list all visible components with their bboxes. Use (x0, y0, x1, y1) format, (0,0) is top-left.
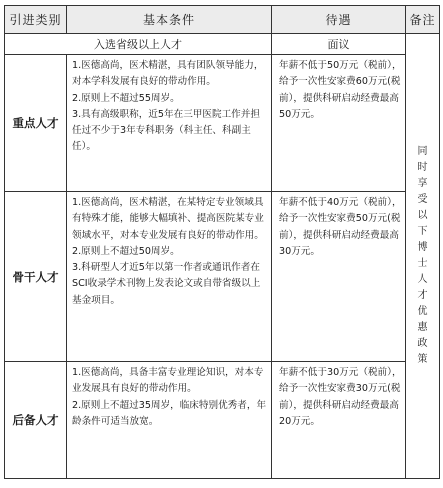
condition-item: 2.原则上不超过50周岁。 (72, 245, 180, 257)
condition-item: 1.医德高尚，医术精湛，具有团队领导能力，对本学科发展有良好的带动作用。 (72, 60, 264, 88)
treatment-cell: 年薪不低于40万元（税前），给予一次性安家费50万元(税前），提供科研启动经费最高30万元。 (272, 192, 406, 362)
table-row (5, 55, 440, 192)
header-row (5, 6, 440, 34)
condition-item: 1.医德高尚，医术精湛，在某特定专业领域具有特殊才能，能够大幅填补、提高医院某专业领域水平，对本专业发展有良好的带动作用。 (72, 197, 264, 241)
talent-policy-table (4, 5, 440, 479)
condition-item: 3.科研型人才近5年以第一作者或通讯作者在SCI收录学术刊物上发表论文或自带省级以上基金项目。 (72, 262, 261, 306)
provincial-row (5, 34, 440, 55)
category-reserve-talent: 后备人才 (5, 362, 67, 479)
table-row (5, 192, 440, 362)
remark-text: 同时享受以下博士人才优惠政策 (417, 146, 428, 365)
conditions-cell (67, 362, 272, 479)
condition-item: 2.原则上不超过55周岁。 (72, 92, 180, 104)
condition-item: 3.具有高级职称，近5年在三甲医院工作并担任过不少于3年专科职务（科主任、科副主任）。 (72, 108, 260, 153)
header-treatment: 待遇 (272, 6, 406, 34)
header-conditions: 基本条件 (67, 6, 272, 34)
provincial-treatment: 面议 (272, 34, 406, 55)
header-category: 引进类别 (5, 6, 67, 34)
category-key-talent: 重点人才 (5, 55, 67, 192)
treatment-cell: 年薪不低于30万元（税前），给予一次性安家费30万元(税前），提供科研启动经费最高20万元。 (272, 362, 406, 479)
conditions-cell (67, 55, 272, 192)
category-backbone-talent: 骨干人才 (5, 192, 67, 362)
treatment-cell: 年薪不低于50万元（税前），给予一次性安家费60万元(税前），提供科研启动经费最高50万元。 (272, 55, 406, 192)
condition-item: 1.医德高尚，具备丰富专业理论知识，对本专业发展具有良好的带动作用。 (72, 367, 264, 395)
condition-item: 2.原则上不超过35周岁，临床特别优秀者，年龄条件可适当放宽。 (72, 399, 267, 427)
conditions-cell (67, 192, 272, 362)
provincial-label: 入选省级以上人才 (5, 34, 272, 55)
header-remarks: 备注 (406, 6, 440, 34)
table-row (5, 362, 440, 479)
remark-cell (406, 34, 440, 479)
